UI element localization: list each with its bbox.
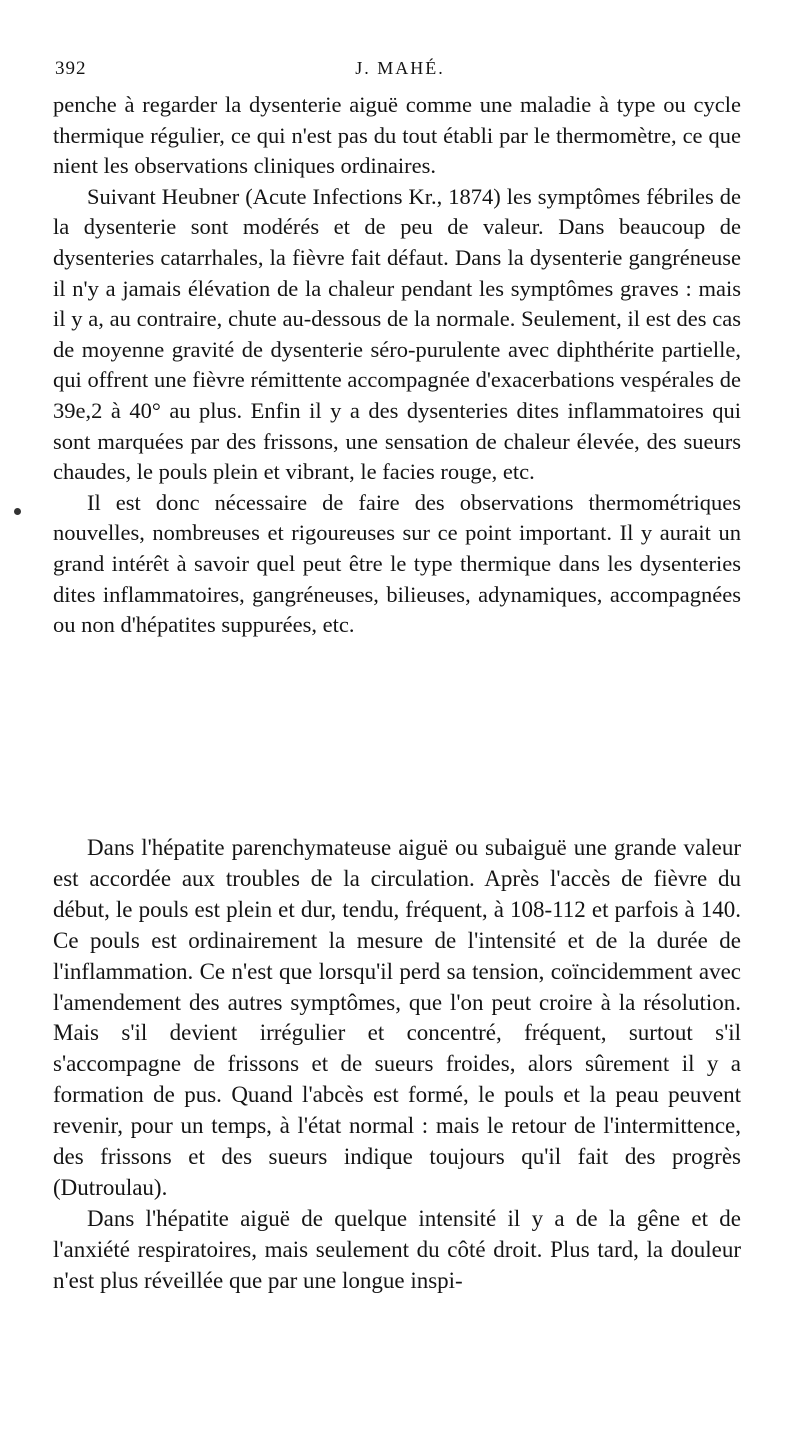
page-header [55,58,745,88]
section-dysentery-text [53,90,741,641]
margin-dot-mark [14,508,21,515]
page-number: 392 [55,58,87,79]
paragraph-continued: penche à regarder la dysenterie aiguë comme une maladie à type ou cycle thermique régulier, ce qui n'est pas du tout établi par le thermomètre, ce que nient les observations cliniques ordinaires. [53,92,741,179]
section-hepatitis-text [53,833,741,1297]
running-head: J. MAHÉ. [355,58,445,78]
paragraph-heubner: Suivant Heubner (Acute Infections Kr., 1874) les symptômes fébriles de la dysenterie sont modérés et de peu de valeur. Dans beaucoup de dysenteries catarrhales, la fièvre fait défaut. Dans la dysenterie gangréneuse il n'y a jamais élévation de la chaleur pendant les symptômes graves : mais il y a, au contraire, chute au-dessous de la normale. Seulement, il est des cas de moyenne gravité de dysenterie séro-purulente avec diphthérite partielle, qui offrent une fièvre rémittente accompagnée d'exacerbations vespérales de 39e,2 à 40° au plus. Enfin il y a des dysenteries dites inflammatoires qui sont marquées par des frissons, une sensation de chaleur élevée, des sueurs chaudes, le pouls plein et vibrant, le facies rouge, etc. [53,183,741,485]
paragraph-hepatitis-respiration: Dans l'hépatite aiguë de quelque intensité il y a de la gêne et de l'anxiété respiratoires, mais seulement du côté droit. Plus tard, la douleur n'est plus réveillée que par une longue inspi- [53,1205,741,1293]
paragraph-thermometric-observations: Il est donc nécessaire de faire des observations thermométriques nouvelles, nombreuses et rigoureuses sur ce point important. Il y aurait un grand intérêt à savoir quel peut être le type thermique dans les dysenteries dites inflammatoires, gangréneuses, bilieuses, adynamiques, accompagnées ou non d'hépatites suppurées, etc. [53,489,741,638]
paragraph-hepatitis-circulation: Dans l'hépatite parenchymateuse aiguë ou subaiguë une grande valeur est accordée aux troubles de la circulation. Après l'accès de fièvre du début, le pouls est plein et dur, tendu, fréquent, à 108-112 et parfois à 140. Ce pouls est ordinairement la mesure de l'intensité et de la durée de l'inflammation. Ce n'est que lorsqu'il perd sa tension, coïncidemment avec l'amendement des autres symptômes, que l'on peut croire à la résolution. Mais s'il devient irrégulier et concentré, fréquent, surtout s'il s'accompagne de frissons et de sueurs froides, alors sûrement il y a formation de pus. Quand l'abcès est formé, le pouls et la peau peuvent revenir, pour un temps, à l'état normal : mais le retour de l'intermittence, des frissons et des sueurs indique toujours qu'il fait des progrès (Dutroulau). [53,835,741,1200]
